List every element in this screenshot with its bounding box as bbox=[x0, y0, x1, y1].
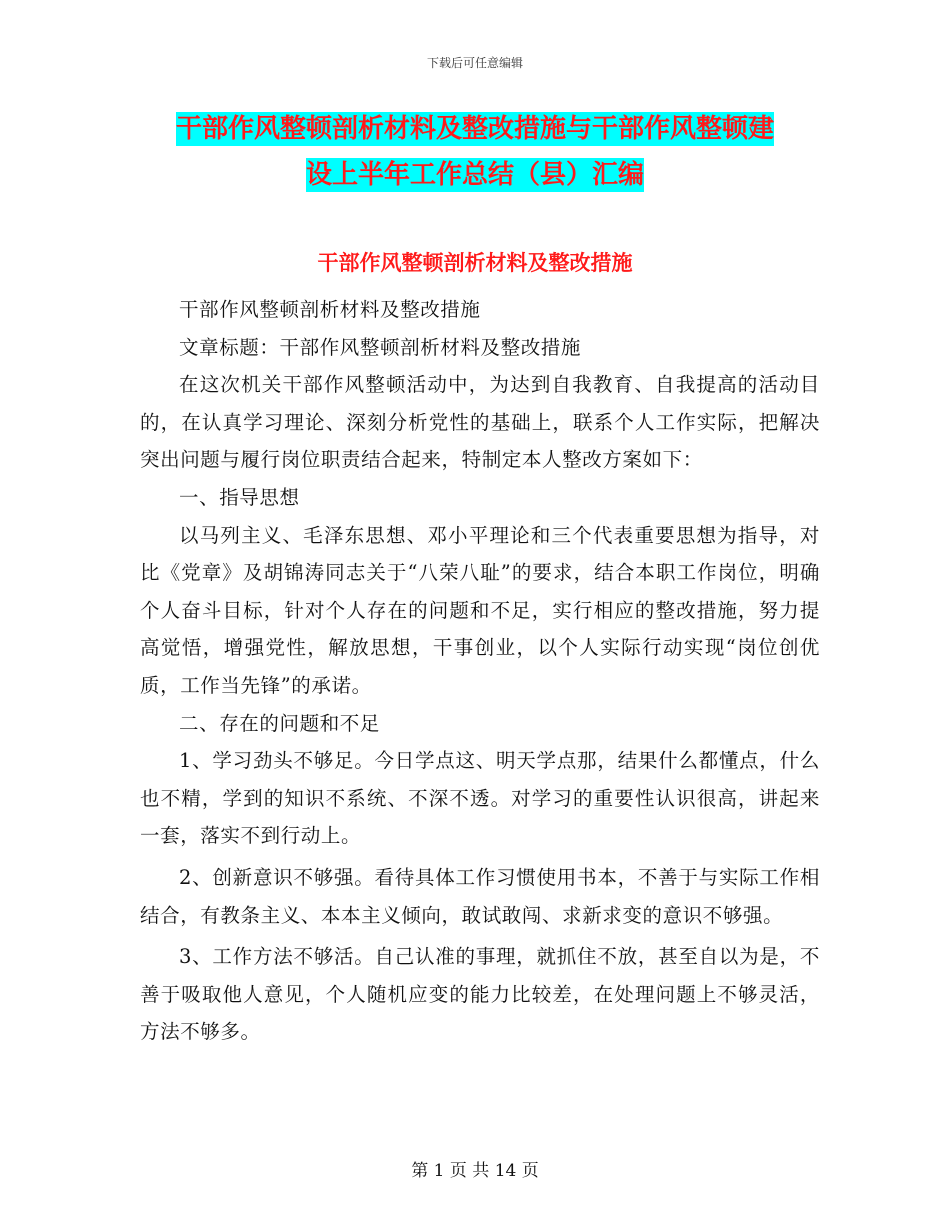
heading-problems: 二、存在的问题和不足 bbox=[179, 711, 381, 735]
document-title-text-2: 设上半年工作总结（县）汇编 bbox=[305, 160, 644, 190]
document-title-line-2 bbox=[0, 158, 950, 192]
paragraph-intro: 在这次机关干部作风整顿活动中，为达到自我教育、自我提高的活动目的，在认真学习理论、深刻分析党性的基础上，联系个人工作实际，把解决突出问题与履行岗位职责结合起来，特制定本人整改方案如下： bbox=[140, 373, 820, 472]
document-title-line-1 bbox=[0, 112, 950, 146]
paragraph-problem-1: 1、学习劲头不够足。今日学点这、明天学点那，结果什么都懂点，什么也不精，学到的知识不系统、不深不透。对学习的重要性认识很高，讲起来一套，落实不到行动上。 bbox=[140, 749, 820, 848]
page-header-note: 下载后可任意编辑 bbox=[426, 56, 523, 70]
document-body bbox=[140, 291, 820, 1051]
paragraph-subtitle: 干部作风整顿剖析材料及整改措施 bbox=[179, 298, 481, 321]
document-title-text-1: 干部作风整顿剖析材料及整改措施与干部作风整顿建 bbox=[175, 114, 774, 144]
section-title: 干部作风整顿剖析材料及整改措施 bbox=[317, 251, 633, 275]
paragraph-problem-3: 3、工作方法不够活。自己认准的事理，就抓住不放，甚至自以为是，不善于吸取他人意见，个人随机应变的能力比较差，在处理问题上不够灵活，方法不够多。 bbox=[140, 945, 820, 1044]
paragraph-guiding-ideology: 以马列主义、毛泽东思想、邓小平理论和三个代表重要思想为指导，对比《党章》及胡锦涛同志关于“八荣八耻”的要求，结合本职工作岗位，明确个人奋斗目标，针对个人存在的问题和不足，实行相应的整改措施，努力提高觉悟，增强党性，解放思想，干事创业，以个人实际行动实现“岗位创优质，工作当先锋”的承诺。 bbox=[140, 523, 820, 697]
heading-guiding-ideology: 一、指导思想 bbox=[179, 485, 300, 509]
paragraph-article-title: 文章标题：干部作风整顿剖析材料及整改措施 bbox=[179, 335, 582, 359]
page-footer: 第 1 页 共 14 页 bbox=[411, 1161, 539, 1181]
paragraph-problem-2: 2、创新意识不够强。看待具体工作习惯使用书本，不善于与实际工作相结合，有教条主义、本本主义倾向，敢试敢闯、求新求变的意识不够强。 bbox=[140, 865, 820, 927]
